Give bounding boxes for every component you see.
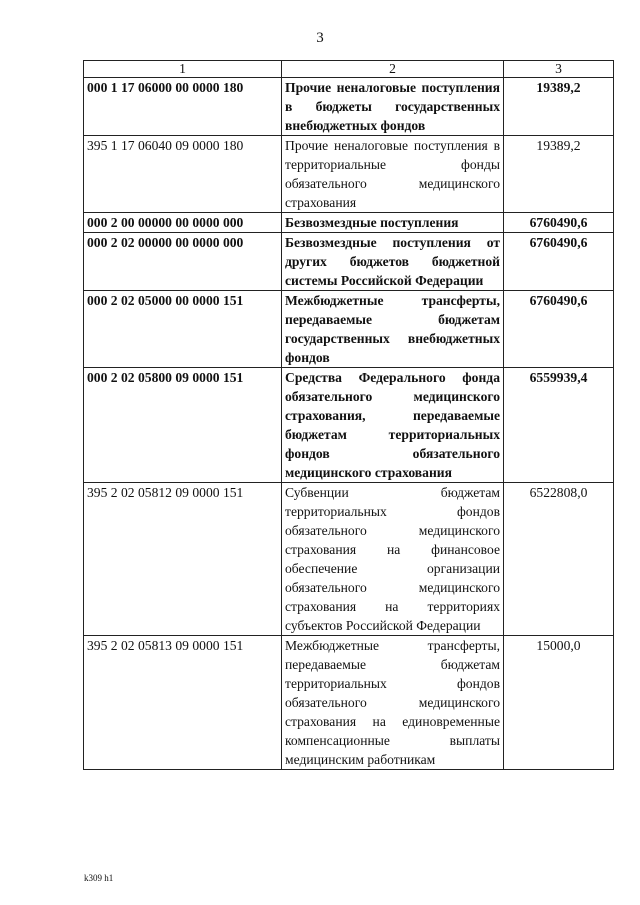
item-name-cell: Межбюджетные трансферты, передаваемые бюджетам территориальных фондов обязательного медицинского страхования на единовременные компенсационные выплаты медицинским работникам xyxy=(282,636,504,770)
document-code: k309 h1 xyxy=(84,873,114,883)
header-column-1: 1 xyxy=(84,61,282,78)
table-row xyxy=(84,78,614,136)
item-name-cell: Прочие неналоговые поступления в территориальные фонды обязательного медицинского страхования xyxy=(282,136,504,213)
table-row xyxy=(84,213,614,233)
budget-code-cell: 395 2 02 05813 09 0000 151 xyxy=(84,636,282,770)
budget-code-cell: 000 1 17 06000 00 0000 180 xyxy=(84,78,282,136)
amount-cell: 6522808,0 xyxy=(504,483,614,636)
budget-code-cell: 000 2 02 05000 00 0000 151 xyxy=(84,291,282,368)
budget-code-cell: 395 2 02 05812 09 0000 151 xyxy=(84,483,282,636)
budget-code-cell: 395 1 17 06040 09 0000 180 xyxy=(84,136,282,213)
table-row xyxy=(84,136,614,213)
budget-code-cell: 000 2 02 05800 09 0000 151 xyxy=(84,368,282,483)
header-column-3: 3 xyxy=(504,61,614,78)
item-name-cell: Прочие неналоговые поступления в бюджеты государственных внебюджетных фондов xyxy=(282,78,504,136)
amount-cell: 6760490,6 xyxy=(504,233,614,291)
header-column-2: 2 xyxy=(282,61,504,78)
amount-cell: 15000,0 xyxy=(504,636,614,770)
item-name-cell: Межбюджетные трансферты, передаваемые бюджетам государственных внебюджетных фондов xyxy=(282,291,504,368)
amount-cell: 6559939,4 xyxy=(504,368,614,483)
table-row xyxy=(84,636,614,770)
amount-cell: 19389,2 xyxy=(504,136,614,213)
item-name-cell: Безвозмездные поступления xyxy=(282,213,504,233)
amount-cell: 19389,2 xyxy=(504,78,614,136)
table-row xyxy=(84,483,614,636)
budget-table xyxy=(83,60,614,770)
table-header-row xyxy=(84,61,614,78)
table-row xyxy=(84,233,614,291)
budget-code-cell: 000 2 00 00000 00 0000 000 xyxy=(84,213,282,233)
item-name-cell: Средства Федерального фонда обязательного медицинского страхования, передаваемые бюджетам территориальных фондов обязательного медицинского страхования xyxy=(282,368,504,483)
table-row xyxy=(84,368,614,483)
page-number: 3 xyxy=(316,30,324,46)
amount-cell: 6760490,6 xyxy=(504,213,614,233)
item-name-cell: Безвозмездные поступления от других бюджетов бюджетной системы Российской Федерации xyxy=(282,233,504,291)
budget-code-cell: 000 2 02 00000 00 0000 000 xyxy=(84,233,282,291)
table-row xyxy=(84,291,614,368)
item-name-cell: Субвенции бюджетам территориальных фондов обязательного медицинского страхования на финансовое обеспечение организации обязательного медицинского страхования на территориях субъектов Российской Федерации xyxy=(282,483,504,636)
amount-cell: 6760490,6 xyxy=(504,291,614,368)
